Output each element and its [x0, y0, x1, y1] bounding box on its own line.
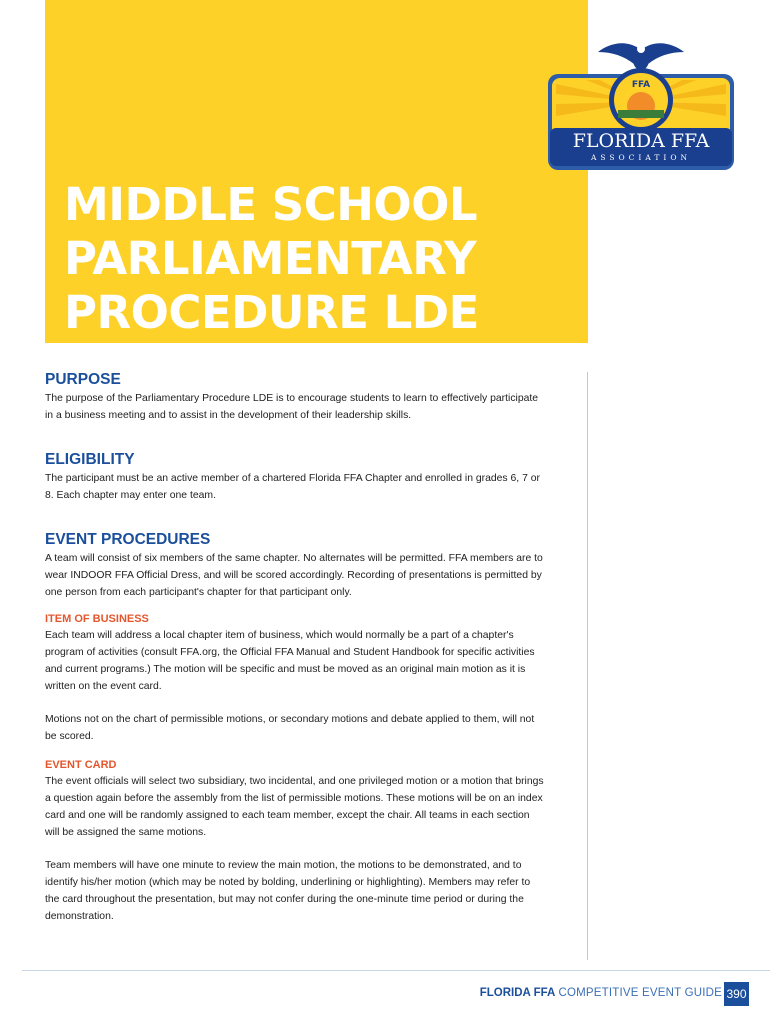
title-line-1: MIDDLE SCHOOL: [64, 178, 478, 231]
footer-guide-title: COMPETITIVE EVENT GUIDE: [558, 987, 722, 999]
eligibility-heading: ELIGIBILITY: [45, 451, 135, 468]
florida-ffa-logo: [546, 32, 736, 172]
title-line-3: PROCEDURE LDE: [64, 286, 479, 339]
event-card-text-2: Team members will have one minute to review the main motion, the motions to be demonstrated, and to identify his/her motion (which may be noted by bolding, underlining or highlighting). Members may refer to the card throughout the presentation, but may not confer during the one-minute time period or during the demonstration.: [45, 860, 531, 922]
item-of-business-heading: ITEM OF BUSINESS: [45, 613, 149, 625]
footer-brand: FLORIDA FFA: [479, 987, 556, 999]
logo-name: FLORIDA FFA: [572, 130, 710, 152]
page-title: [64, 178, 574, 340]
field-icon: [618, 110, 664, 118]
event-card-heading: EVENT CARD: [45, 759, 117, 771]
event-card-text-1: The event officials will select two subsidiary, two incidental, and one privileged motion or a motion that brings a question again before the assembly from the list of permissible motions. These motions will be on an index card and one will be randomly assigned to each team member, except the chair. All teams in each section will be assigned the same motions.: [45, 776, 544, 838]
logo-subtitle: ASSOCIATION: [590, 153, 692, 162]
eagle-icon: [598, 43, 684, 70]
sidebar-rule: [587, 372, 588, 960]
eligibility-text: The participant must be an active member of a chartered Florida FFA Chapter and enrolled in grades 6, 7 or 8. Each chapter may enter one team.: [45, 473, 540, 501]
page-number: 390: [724, 982, 749, 1006]
event-procedures-text: A team will consist of six members of the same chapter. No alternates will be permitted. FFA members are to wear INDOOR FFA Official Dress, and will be scored accordingly. Recording of presentations is permitted by one person from each participant's chapter for that participant only.: [45, 553, 543, 598]
item-of-business-text-2: Motions not on the chart of permissible motions, or secondary motions and debate applied to them, will not be scored.: [45, 714, 535, 742]
purpose-heading: PURPOSE: [45, 371, 121, 388]
main-content: [45, 370, 545, 925]
item-of-business-text-1: Each team will address a local chapter item of business, which would normally be a part of a chapter's program of activities (consult FFA.org, the Official FFA Manual and Student Handbook for specific activities and current programs.) The motion will be specific and must be moved as an original main motion as it is written on the event card.: [45, 630, 535, 692]
footer-label: [480, 987, 722, 999]
footer-divider: [22, 970, 770, 971]
event-procedures-heading: EVENT PROCEDURES: [45, 531, 211, 548]
purpose-text: The purpose of the Parliamentary Procedure LDE is to encourage students to learn to effectively participate in a business meeting and to assist in the development of their leadership skills.: [45, 393, 539, 421]
logo-emblem-text: FFA: [631, 80, 651, 90]
title-line-2: PARLIAMENTARY: [64, 232, 477, 285]
